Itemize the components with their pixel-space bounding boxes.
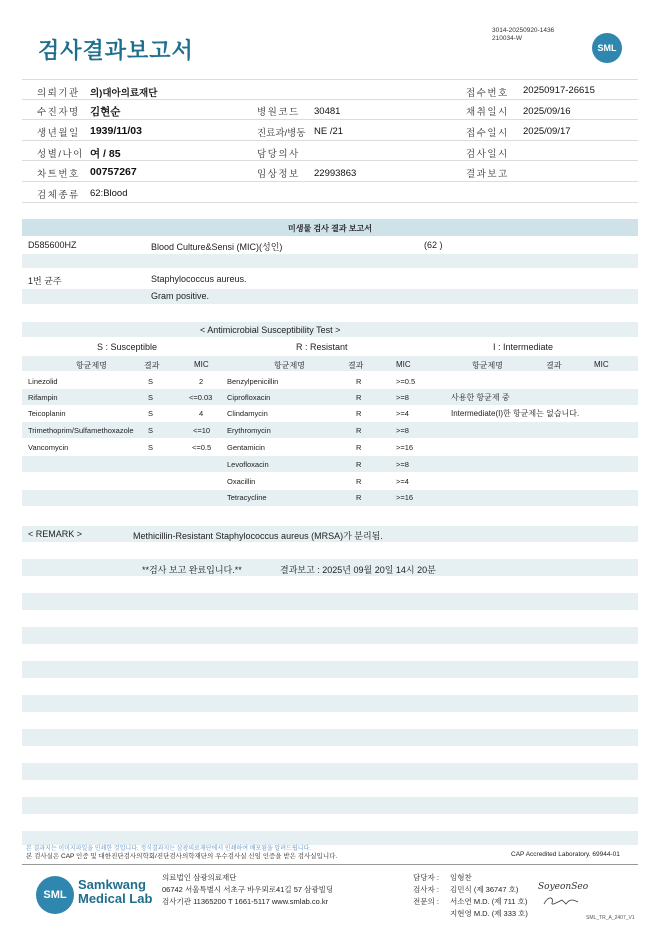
- drug-mic: >=8: [396, 426, 409, 435]
- row-band: [22, 389, 638, 405]
- org-address: 06742 서울특별시 서초구 바우뫼로41길 57 삼광빌딩: [162, 885, 334, 894]
- drug-result: R: [356, 493, 362, 502]
- footer-divider: [22, 864, 638, 865]
- document-id: [492, 27, 554, 43]
- ast-title: < Antimicrobial Susceptibility Test >: [200, 325, 341, 335]
- legend-resistant: R : Resistant: [296, 342, 348, 352]
- drug-name: Levofloxacin: [227, 460, 269, 469]
- staff-labels: [413, 872, 439, 908]
- dept-value: NE /21: [314, 126, 344, 137]
- col-mic-header: MIC: [396, 360, 411, 369]
- col-drug-header: 항균제명: [274, 361, 305, 370]
- drug-name: Gentamicin: [227, 443, 265, 452]
- disclaimer: 본 결과지는 이미지파일을 인쇄한 것입니다. 정식결과지는 삼광의료재단에서 인쇄하여 배포됨을 알려드립니다.: [26, 846, 311, 852]
- sex-age-value: 여 / 85: [90, 148, 121, 160]
- drug-name: Ciprofloxacin: [227, 393, 271, 402]
- drug-name: Linezolid: [28, 377, 58, 386]
- specialist-label: 전문의 :: [413, 897, 439, 906]
- specialist1-value: 서소연 M.D. (제 711 호): [450, 897, 528, 906]
- hospital-code-value: 30481: [314, 106, 341, 117]
- empty-row: [22, 729, 638, 746]
- remark-label: < REMARK >: [28, 529, 83, 539]
- legend-susceptible: S : Susceptible: [97, 342, 158, 352]
- intermediate-note: 사용한 항균제 중: [451, 393, 510, 402]
- org-info: [162, 872, 333, 908]
- drug-result: S: [148, 409, 154, 418]
- divider: [22, 181, 638, 182]
- col-mic-header: MIC: [594, 360, 609, 369]
- row-band: [22, 456, 638, 472]
- org-contact: 검사기관 11365200 T 1661-5117 www.smlab.co.kr: [162, 897, 329, 906]
- test-code: D585600HZ: [28, 240, 77, 250]
- col-drug-header: 항균제명: [76, 361, 107, 370]
- drug-name: Tetracycline: [227, 493, 267, 502]
- drug-mic: >=8: [396, 460, 409, 469]
- specimen-label: 검체종류: [37, 190, 80, 201]
- brand-line2: Medical Lab: [78, 891, 153, 906]
- cert-text: 본 검사실은 CAP 인증 및 대한진단검사의학회/진단검사의학재단의 우수검사실 신임 인증을 받은 검사실입니다.: [26, 853, 338, 860]
- requester-label: 의뢰기관: [37, 88, 80, 99]
- clinical-label: 임상정보: [257, 169, 300, 180]
- drug-mic: <=0.5: [192, 443, 212, 452]
- empty-row: [22, 627, 638, 644]
- staff-values: [450, 872, 528, 920]
- receipt-no-label: 접수번호: [466, 88, 509, 99]
- empty-row: [22, 763, 638, 780]
- chart-value: 00757267: [90, 166, 137, 178]
- drug-result: R: [356, 377, 362, 386]
- col-result-header: 결과: [546, 361, 562, 370]
- drug-name: Vancomycin: [28, 443, 69, 452]
- drug-result: R: [356, 393, 362, 402]
- org-name: 의료법인 삼광의료재단: [162, 873, 237, 882]
- drug-name: Trimethoprim/Sulfamethoxazole: [28, 426, 134, 435]
- doc-id-line2: 210034-W: [492, 35, 522, 42]
- drug-name: Oxacillin: [227, 477, 256, 486]
- requester-value: 의)대아의료재단: [90, 88, 158, 99]
- drug-mic: 4: [199, 409, 204, 418]
- collect-date-value: 2025/09/16: [523, 106, 571, 117]
- tester-value: 김민식 (제 36747 호): [450, 885, 519, 894]
- test-name: Blood Culture&Sensi (MIC)(성인): [151, 242, 283, 252]
- drug-result: S: [148, 393, 154, 402]
- drug-result: S: [148, 426, 154, 435]
- legend-intermediate: I : Intermediate: [493, 342, 554, 352]
- empty-row: [22, 593, 638, 610]
- col-result-header: 결과: [144, 361, 160, 370]
- dept-label: 진료과/병동: [257, 128, 306, 139]
- dob-label: 생년월일: [37, 128, 80, 139]
- manager-value: 임형찬: [450, 873, 472, 882]
- drug-name: Clindamycin: [227, 409, 268, 418]
- tester-label: 검사자 :: [413, 885, 439, 894]
- signature-1: SoyeonSeo: [538, 882, 589, 892]
- patient-label: 수진자명: [37, 107, 80, 118]
- doctor-label: 담당의사: [257, 149, 300, 160]
- divider: [22, 160, 638, 161]
- receipt-date-label: 접수일시: [466, 128, 509, 139]
- manager-label: 담당자 :: [413, 873, 439, 882]
- test-date-label: 검사일시: [466, 149, 509, 160]
- drug-result: S: [148, 443, 154, 452]
- divider: [22, 99, 638, 100]
- drug-mic: >=8: [396, 393, 409, 402]
- receipt-date-value: 2025/09/17: [523, 126, 571, 137]
- divider: [22, 202, 638, 203]
- report-title: 검사결과보고서: [38, 38, 194, 63]
- drug-mic: >=0.5: [396, 377, 416, 386]
- row-band: [22, 289, 638, 304]
- drug-name: Rifampin: [28, 393, 58, 402]
- strain-label: 1번 균주: [28, 276, 62, 286]
- patient-value: 김현순: [90, 106, 121, 118]
- row-band: [22, 490, 638, 506]
- drug-result: S: [148, 377, 154, 386]
- signature-2: [540, 894, 582, 908]
- section-title: 미생물 검사 결과 보고서: [288, 224, 372, 233]
- specialist2-value: 지현영 M.D. (제 333 호): [450, 909, 528, 918]
- drug-mic: >=4: [396, 409, 409, 418]
- brand-name: [78, 878, 152, 906]
- divider: [22, 79, 638, 80]
- drug-mic: >=4: [396, 477, 409, 486]
- col-drug-header: 항균제명: [472, 361, 503, 370]
- test-extra: (62 ): [424, 240, 443, 250]
- row-band: [22, 254, 638, 268]
- drug-mic: 2: [199, 377, 204, 386]
- report-time: 결과보고 : 2025년 09월 20일 14시 20분: [280, 565, 436, 575]
- divider: [22, 140, 638, 141]
- drug-name: Benzylpenicillin: [227, 377, 279, 386]
- doc-id-line1: 3014-20250920-1436: [492, 27, 555, 34]
- empty-row: [22, 797, 638, 814]
- sex-age-label: 성별/나이: [37, 149, 84, 160]
- divider: [22, 119, 638, 120]
- receipt-no-value: 20250917-26615: [523, 85, 595, 96]
- intermediate-note: Intermediate(I)한 항균제는 없습니다.: [451, 409, 580, 418]
- drug-mic: <=0.03: [189, 393, 213, 402]
- drug-result: R: [356, 477, 362, 486]
- completion-text: **검사 보고 완료입니다.**: [142, 565, 242, 575]
- gram-stain: Gram positive.: [151, 291, 210, 301]
- cap-text: CAP Accredited Laboratory. 69944-01: [511, 851, 620, 858]
- empty-row: [22, 695, 638, 712]
- drug-mic: >=16: [396, 493, 414, 502]
- drug-result: R: [356, 426, 362, 435]
- specimen-value: 62:Blood: [90, 188, 128, 199]
- drug-mic: >=16: [396, 443, 414, 452]
- hospital-code-label: 병원코드: [257, 107, 300, 118]
- drug-mic: <=10: [193, 426, 211, 435]
- drug-name: Erythromycin: [227, 426, 271, 435]
- col-mic-header: MIC: [194, 360, 209, 369]
- drug-result: R: [356, 443, 362, 452]
- organism-name: Staphylococcus aureus.: [151, 274, 247, 284]
- report-label: 결과보고: [466, 169, 509, 180]
- footer-logo: SML: [36, 876, 74, 914]
- drug-name: Teicoplanin: [28, 409, 66, 418]
- clinical-value: 22993863: [314, 168, 357, 179]
- drug-result: R: [356, 409, 362, 418]
- empty-row: [22, 661, 638, 678]
- brand-line1: Samkwang: [78, 877, 146, 892]
- dob-value: 1939/11/03: [90, 125, 142, 137]
- col-result-header: 결과: [348, 361, 364, 370]
- drug-result: R: [356, 460, 362, 469]
- sml-logo: SML: [592, 33, 622, 63]
- form-code: SML_TR_A_2407_V1: [586, 915, 635, 921]
- remark-text: Methicillin-Resistant Staphylococcus aureus (MRSA)가 분리됨.: [133, 531, 383, 541]
- chart-label: 차트번호: [37, 169, 80, 180]
- collect-date-label: 채취일시: [466, 107, 509, 118]
